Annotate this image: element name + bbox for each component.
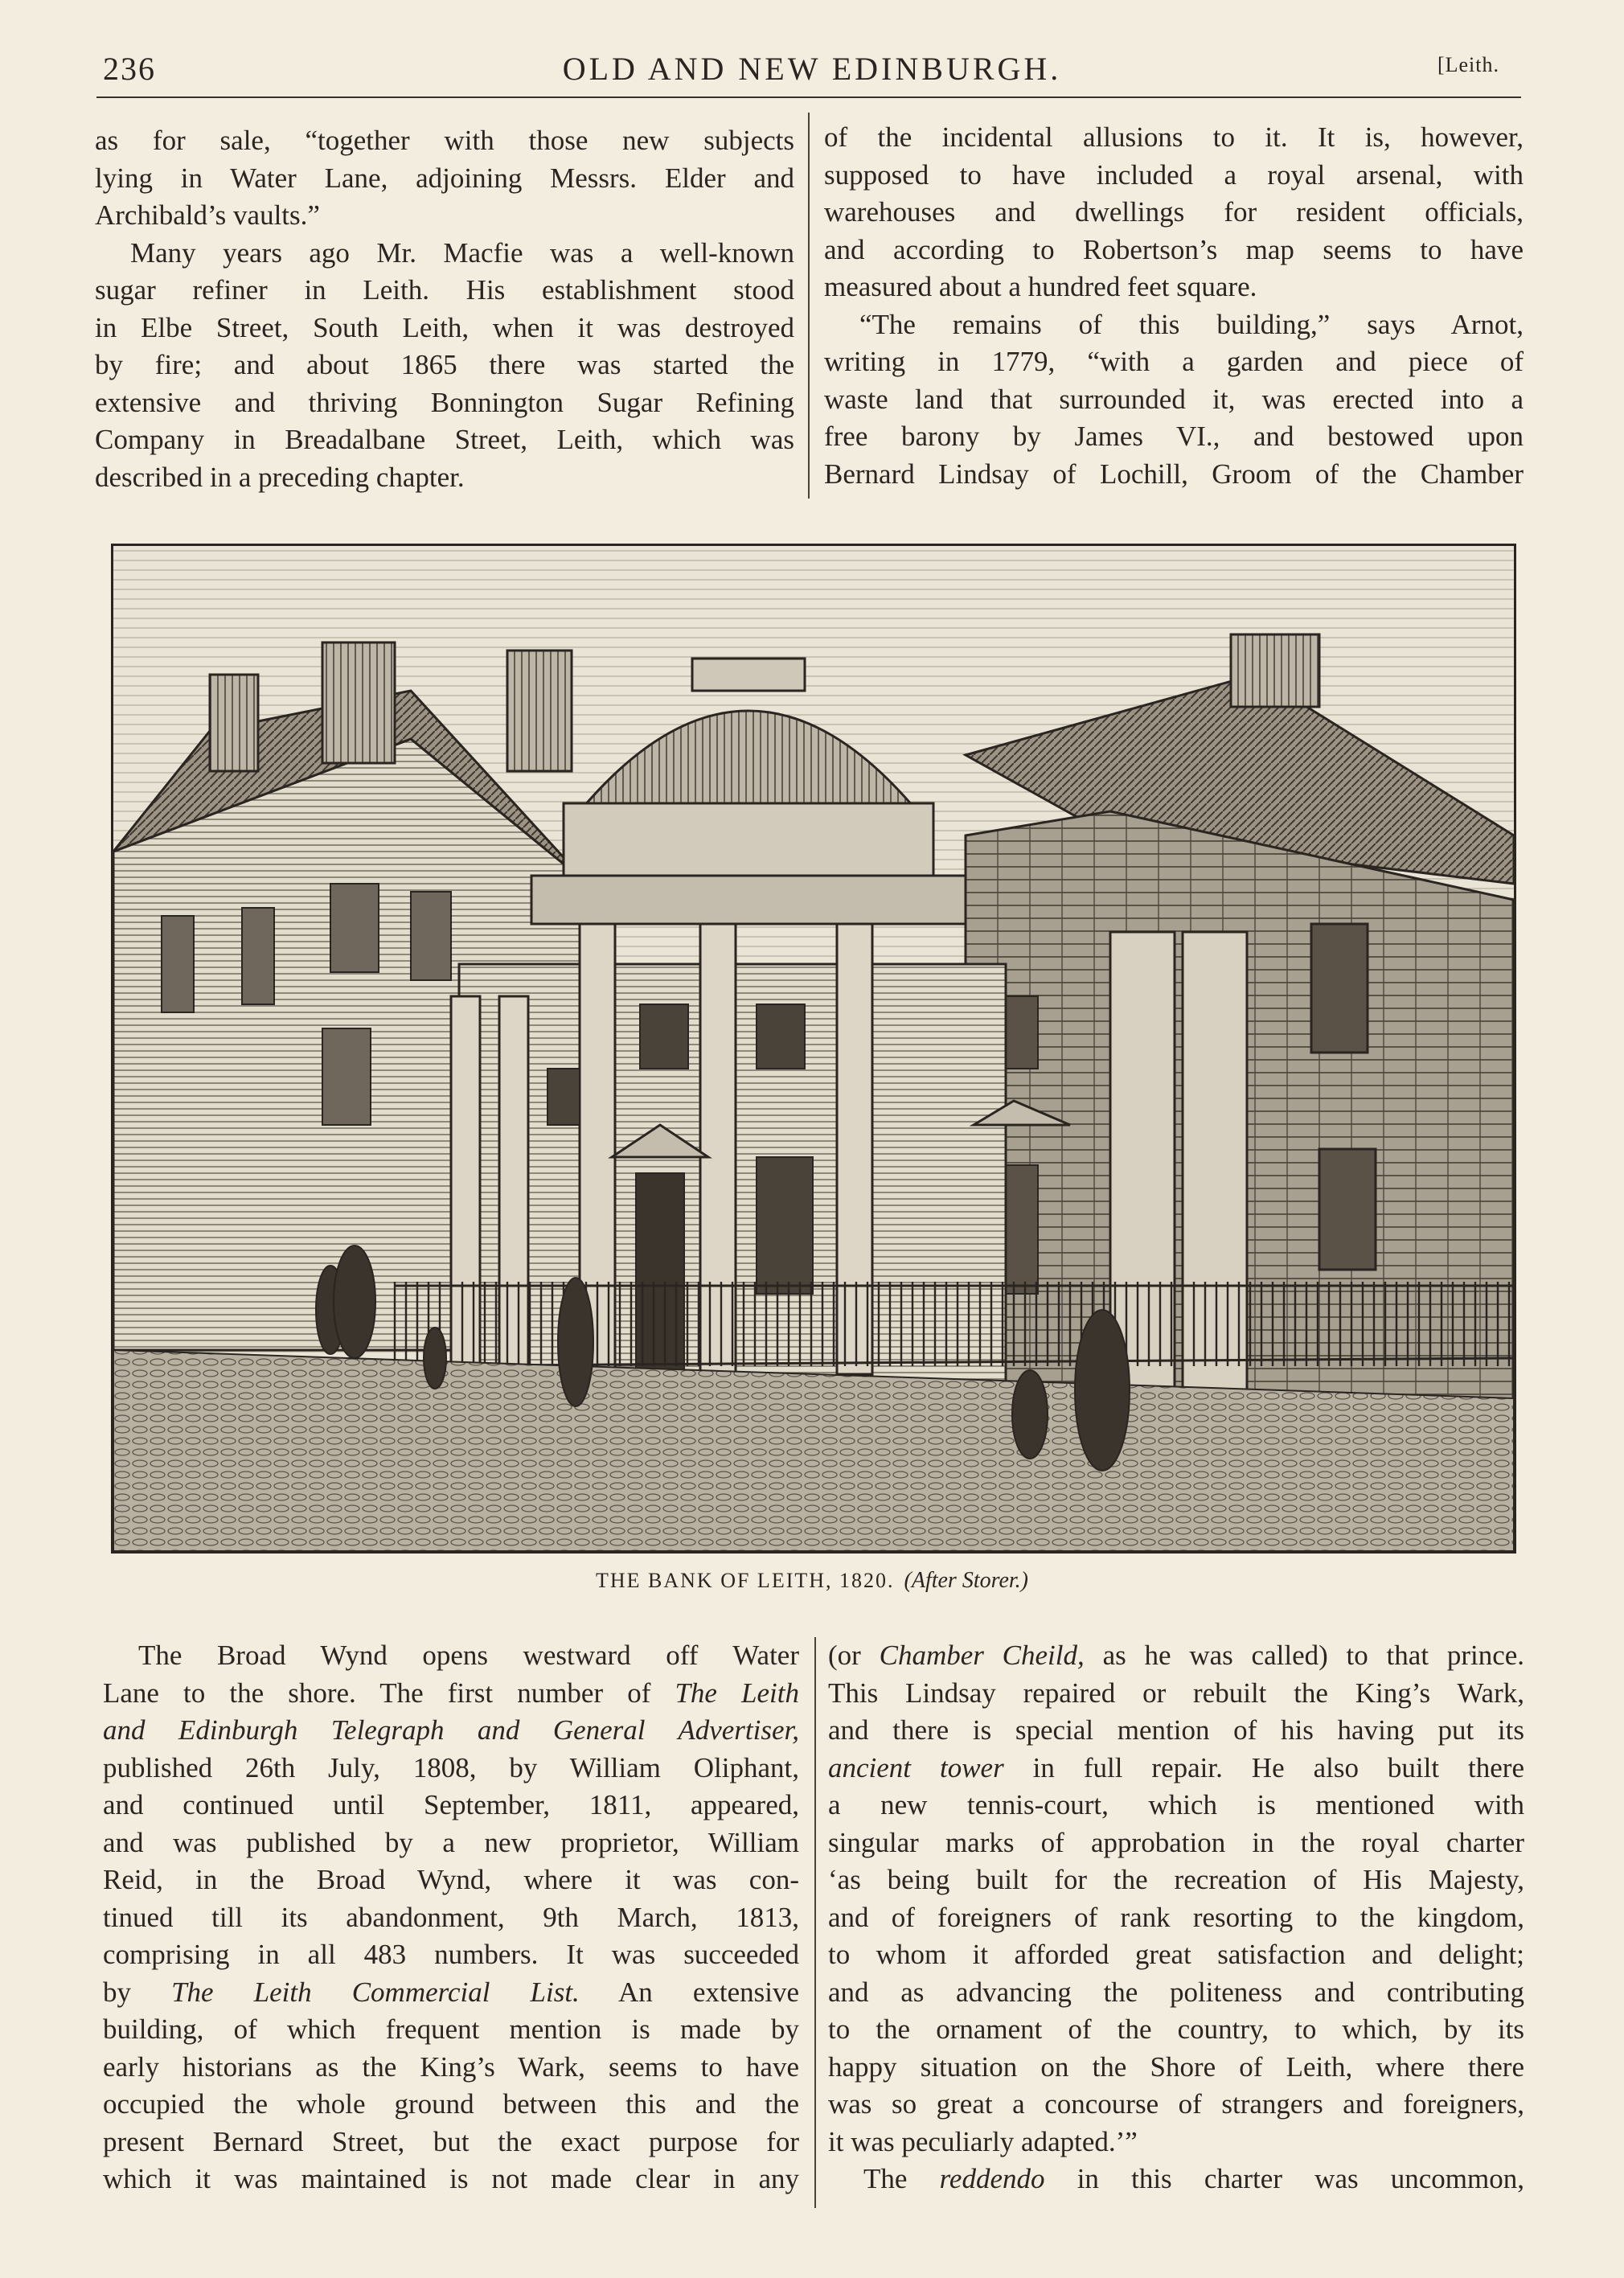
text-line: measured about a hundred feet square. [824, 271, 1257, 302]
drum [564, 803, 933, 876]
text-line: described in a preceding chapter. [95, 461, 465, 493]
top-left-column [95, 122, 794, 496]
column [451, 996, 480, 1374]
text-line: in Elbe Street, South Leith, when it was destroyed [95, 311, 794, 343]
text-line: Lane to the shore. The first number of The Leith [103, 1677, 799, 1709]
text-line: by fire; and about 1865 there was started the [95, 349, 794, 380]
text-line: was so great a concourse of strangers and foreigners, [828, 2088, 1524, 2120]
text-line: Many years ago Mr. Macfie was a well-known [130, 236, 794, 269]
text-line: warehouses and dwellings for resident officials, [824, 196, 1524, 228]
text-line: by The Leith Commercial List. An extensive [103, 1976, 800, 2008]
text-line: extensive and thriving Bonnington Sugar Refining [95, 386, 794, 418]
entablature [531, 876, 966, 924]
bottom-right-column [828, 1637, 1524, 2198]
column-divider [808, 113, 810, 499]
text-line: early historians as the King’s Wark, seems to have [103, 2050, 799, 2083]
text-line: and according to Robertson’s map seems to have [824, 233, 1524, 265]
text-line: present Bernard Street, but the exact purpose for [103, 2125, 799, 2157]
text-line: building, of which frequent mention is made by [103, 2013, 799, 2045]
text-line: Archibald’s vaults.” [95, 199, 320, 231]
text-line: ‘as being built for the recreation of His Majesty, [828, 1864, 1524, 1895]
engraving-bank-of-leith [111, 544, 1516, 1554]
text-line: it was peculiarly adapted.’” [828, 2125, 1138, 2157]
text-line: and as advancing the politeness and contributing [828, 1976, 1524, 2008]
text-line: occupied the whole ground between this and the [103, 2088, 799, 2120]
italic-title: The Leith Commercial List. [171, 1976, 580, 2008]
text-line: Company in Breadalbane Street, Leith, which was [95, 424, 794, 455]
text-line: Bernard Lindsay of Lochill, Groom of the Chamber [824, 458, 1524, 490]
caption-text: THE BANK OF LEITH, 1820. [595, 1569, 895, 1592]
text-line: a new tennis-court, which is mentioned with [828, 1789, 1524, 1820]
text-line: free barony by James VI., and bestowed upon [824, 421, 1524, 452]
italic-title: The Leith [675, 1677, 799, 1709]
text-line: and there is special mention of his having put its [828, 1714, 1524, 1746]
engraving-illustration [113, 546, 1514, 1551]
text-line: comprising in all 483 numbers. It was succeeded [103, 1939, 799, 1970]
text-line: (or Chamber Cheild, as he was called) to that prince. [828, 1640, 1525, 1671]
caption-credit: (After Storer.) [904, 1568, 1029, 1593]
italic-title: and Edinburgh Telegraph and General Advertiser, [103, 1714, 799, 1746]
text-line: The Broad Wynd opens westward off Water [138, 1640, 799, 1671]
header-rule [96, 96, 1521, 98]
running-title: OLD AND NEW EDINBURGH. [562, 51, 1062, 87]
text-line: which it was maintained is not made clear in any [103, 2163, 799, 2194]
text-line: tinued till its abandonment, 9th March, 1813, [103, 1901, 799, 1933]
page-number: 236 [103, 51, 156, 87]
text-line: and continued until September, 1811, appeared, [103, 1789, 799, 1820]
text-line: published 26th July, 1808, by William Oliphant, [103, 1751, 799, 1783]
section-label: [Leith. [1437, 53, 1499, 76]
figure-caption [0, 1568, 1624, 1594]
column-divider [814, 1637, 816, 2208]
text-line: singular marks of approbation in the royal charter [828, 1826, 1524, 1858]
text-line: supposed to have included a royal arsenal, with [824, 158, 1524, 191]
text-line: happy situation on the Shore of Leith, where there [828, 2050, 1524, 2083]
text-line: “The remains of this building,” says Arnot, [859, 308, 1524, 340]
lantern [692, 659, 805, 691]
bottom-left-column [103, 1637, 799, 2198]
column [700, 924, 736, 1374]
text-line: to the ornament of the country, to which, by its [828, 2013, 1524, 2045]
text-line: to whom it afforded great satisfaction and delight; [828, 1939, 1524, 1970]
text-line [103, 1712, 799, 1750]
text-line: and was published by a new proprietor, William [103, 1826, 799, 1858]
text-line: waste land that surrounded it, was erected into a [824, 383, 1524, 415]
text-line: of the incidental allusions to it. It is, however, [824, 121, 1524, 153]
text-line: writing in 1779, “with a garden and piece of [824, 346, 1524, 377]
text-line: ancient tower in full repair. He also built there [828, 1751, 1524, 1783]
text-line: as for sale, “together with those new subjects [95, 125, 794, 156]
top-right-column [824, 119, 1524, 493]
text-line: This Lindsay repaired or rebuilt the King’s Wark, [828, 1677, 1524, 1709]
text-line: The reddendo in this charter was uncommon, [863, 2163, 1525, 2194]
text-line: Reid, in the Broad Wynd, where it was con- [103, 1864, 799, 1895]
text-line: lying in Water Lane, adjoining Messrs. Elder and [95, 162, 794, 194]
text-line: sugar refiner in Leith. His establishment stood [95, 274, 794, 306]
column [499, 996, 528, 1374]
pilaster [1183, 932, 1247, 1414]
text-line: and of foreigners of rank resorting to the kingdom, [828, 1901, 1524, 1933]
